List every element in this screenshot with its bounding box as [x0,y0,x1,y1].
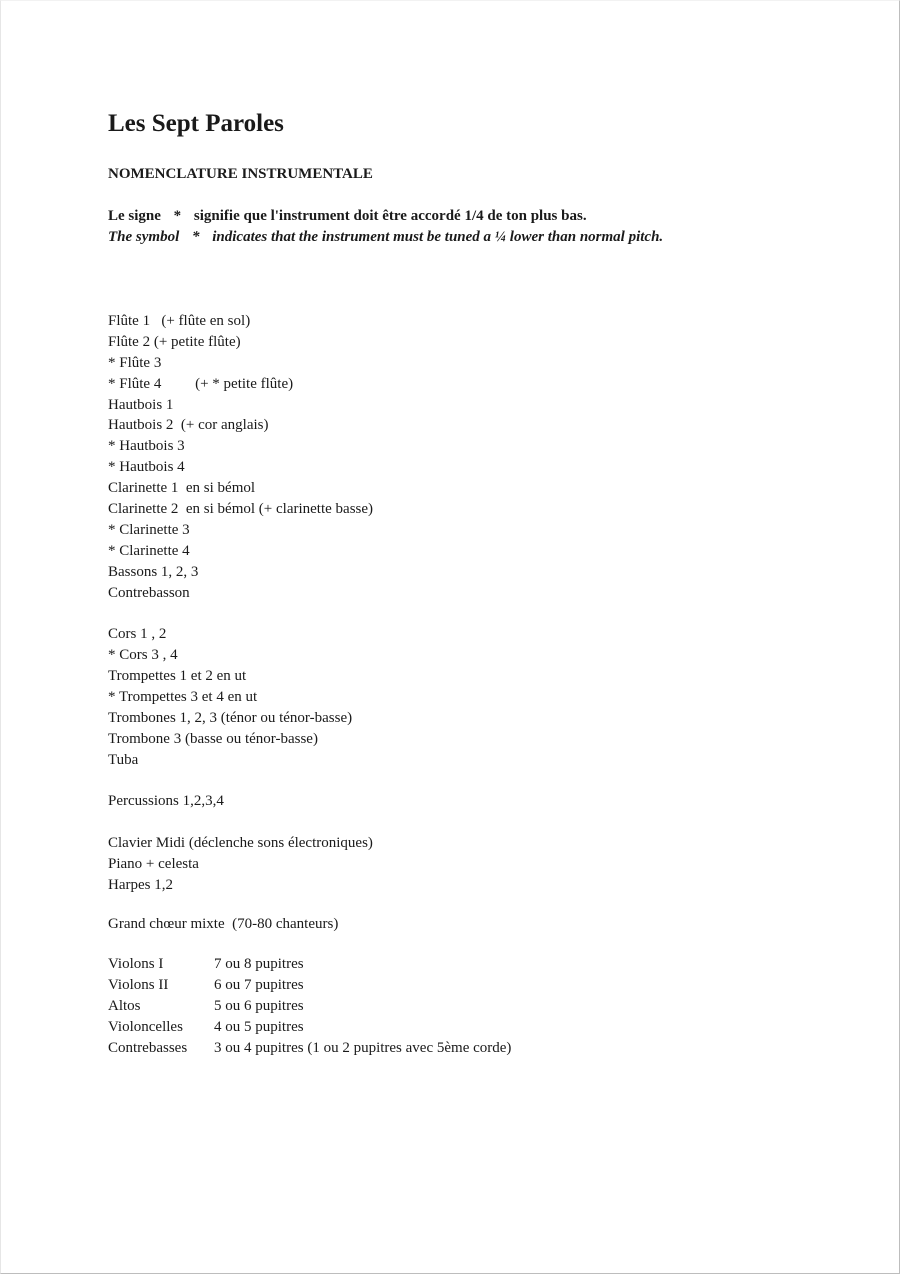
string-name: Altos [108,997,141,1014]
note-en-prefix: The symbol [108,229,180,245]
spacer [108,771,373,792]
list-item: Grand chœur mixte (70-80 chanteurs) [108,915,339,932]
list-item: * Clarinette 4 [108,542,190,559]
tuning-note-en [108,227,663,248]
list-item: Bassons 1, 2, 3 [108,563,199,580]
list-item: Clarinette 2 en si bémol (+ clarinette basse) [108,501,374,518]
list-item: * Cors 3 , 4 [108,647,178,664]
tuning-note [108,206,663,248]
list-item: * Trompettes 3 et 4 en ut [108,689,258,706]
string-row [108,996,511,1017]
list-item: * Hautbois 3 [108,438,185,455]
note-fr-text: signifie que l'instrument doit être accordé 1/4 de ton plus bas. [193,208,587,224]
brass-group [108,624,373,770]
string-name: Contrebasses [108,1039,188,1056]
list-item: Hautbois 2 (+ cor anglais) [108,417,269,434]
note-en-text: indicates that the instrument must be tuned a ¼ lower than normal pitch. [212,229,664,245]
list-item: Clarinette 1 en si bémol [108,480,256,497]
instrument-list [108,311,373,935]
tuning-note-fr [108,206,663,227]
list-item: Flûte 1 (+ flûte en sol) [108,313,251,329]
spacer [108,812,373,833]
note-symbol: * [192,229,200,245]
list-item: * Flûte 3 [108,354,162,371]
list-item: Cors 1 , 2 [108,626,167,643]
woodwinds-group [108,311,373,603]
list-item: Trompettes 1 et 2 en ut [108,668,247,685]
list-item: Trombones 1, 2, 3 (ténor ou ténor-basse) [108,709,353,726]
list-item: Flûte 2 (+ petite flûte) [108,333,241,350]
choir-group [108,914,373,935]
strings-group [108,954,511,1058]
keyboards-group [108,833,373,896]
list-item: Contrebasson [108,584,190,601]
string-desc: 5 ou 6 pupitres [214,997,304,1014]
string-row [108,1038,511,1059]
list-item: Clavier Midi (déclenche sons électroniques) [108,835,373,852]
string-row [108,975,511,996]
list-item: Tuba [108,751,139,768]
note-fr-prefix: Le signe [108,208,161,224]
list-item: Piano + celesta [108,856,199,873]
list-item: * Clarinette 3 [108,521,190,538]
string-row [108,954,511,975]
string-desc: 6 ou 7 pupitres [214,976,304,993]
list-item: * Flûte 4 (+ * petite flûte) [108,375,294,392]
list-item: Percussions 1,2,3,4 [108,793,224,810]
note-symbol: * [173,208,182,224]
list-item: Trombone 3 (basse ou ténor-basse) [108,730,318,747]
string-desc: 7 ou 8 pupitres [214,956,304,972]
list-item: * Hautbois 4 [108,459,185,476]
percussion-group [108,791,373,812]
page-title: Les Sept Paroles [108,110,284,137]
spacer [108,603,373,624]
string-name: Violons I [108,956,164,972]
list-item: Hautbois 1 [108,396,174,413]
section-heading: NOMENCLATURE INSTRUMENTALE [108,166,373,182]
string-name: Violons II [108,976,169,993]
string-row [108,1017,511,1038]
string-name: Violoncelles [108,1018,183,1035]
list-item: Harpes 1,2 [108,877,173,894]
spacer [108,896,373,914]
string-desc: 3 ou 4 pupitres (1 ou 2 pupitres avec 5ème corde) [214,1039,512,1056]
string-desc: 4 ou 5 pupitres [214,1018,304,1035]
